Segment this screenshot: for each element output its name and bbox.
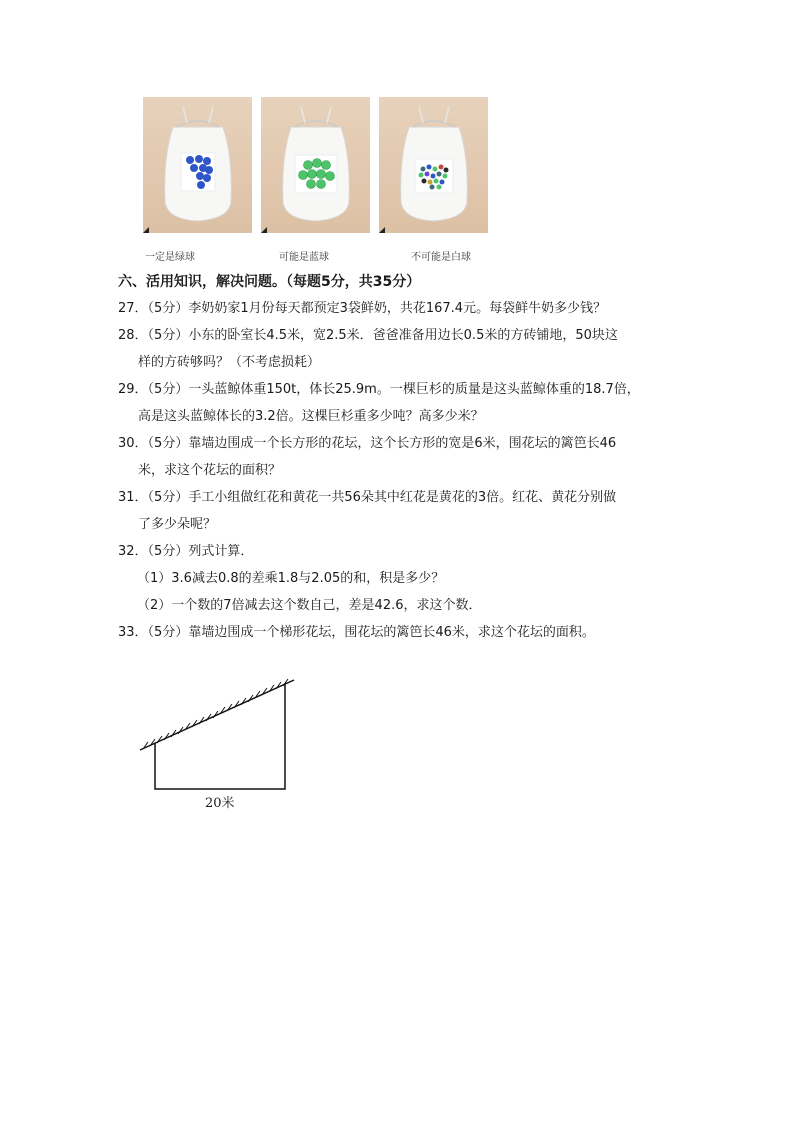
question-33	[118, 619, 678, 646]
bag-caption-3: 不可能是白球	[411, 252, 471, 263]
bag-caption-1: 一定是绿球	[145, 252, 195, 263]
question-28	[118, 322, 678, 376]
question-32-line-1: 32．（5分）列式计算．	[118, 544, 254, 559]
section-title: 六、活用知识，解决问题。（每题5分，共35分）	[118, 274, 421, 290]
question-28-line-2: 样的方砖够吗？（不考虑损耗）	[138, 355, 321, 370]
question-32-sub-2: （2）一个数的7倍减去这个数自己，差是42.6，求这个数．	[137, 598, 482, 613]
bag-image-1	[143, 97, 252, 233]
question-30-line-2: 米，求这个花坛的面积？	[138, 463, 282, 478]
question-32	[118, 538, 678, 565]
question-31-line-2: 了多少朵呢？	[138, 517, 217, 532]
question-31	[118, 484, 678, 538]
question-28-line-1: 28．（5分）小东的卧室长4.5米，宽2.5米．爸爸准备用边长0.5米的方砖铺地，50块这	[118, 328, 618, 343]
question-30	[118, 430, 678, 484]
bag-image-2	[261, 97, 370, 233]
question-29-line-1: 29．（5分）一头蓝鲸体重150t，体长25.9m。一棵巨杉的质量是这头蓝鲸体重的18.7倍，	[118, 382, 640, 397]
bag-caption-2: 可能是蓝球	[279, 252, 329, 263]
question-33-line-1: 33．（5分）靠墙边围成一个梯形花坛，围花坛的篱笆长46米，求这个花坛的面积。	[118, 625, 595, 640]
question-27-line-1: 27．（5分）李奶奶家1月份每天都预定3袋鲜奶，共花167.4元。每袋鲜牛奶多少钱？	[118, 301, 607, 316]
question-31-line-1: 31．（5分）手工小组做红花和黄花一共56朵其中红花是黄花的3倍。红花、黄花分别做	[118, 490, 617, 505]
figure-bottom-label: 20米	[205, 796, 235, 811]
question-30-line-1: 30．（5分）靠墙边围成一个长方形的花坛，这个长方形的宽是6米，围花坛的篱笆长46	[118, 436, 617, 451]
bag-images	[143, 97, 493, 262]
question-27	[118, 295, 678, 322]
question-29	[118, 376, 678, 430]
trapezoid-figure	[137, 672, 297, 812]
bag-image-3	[379, 97, 488, 233]
question-29-line-2: 高是这头蓝鲸体长的3.2倍。这棵巨杉重多少吨？高多少米？	[138, 409, 484, 424]
question-32-sub-1: （1）3.6减去0.8的差乘1.8与2.05的和，积是多少？	[137, 571, 445, 586]
